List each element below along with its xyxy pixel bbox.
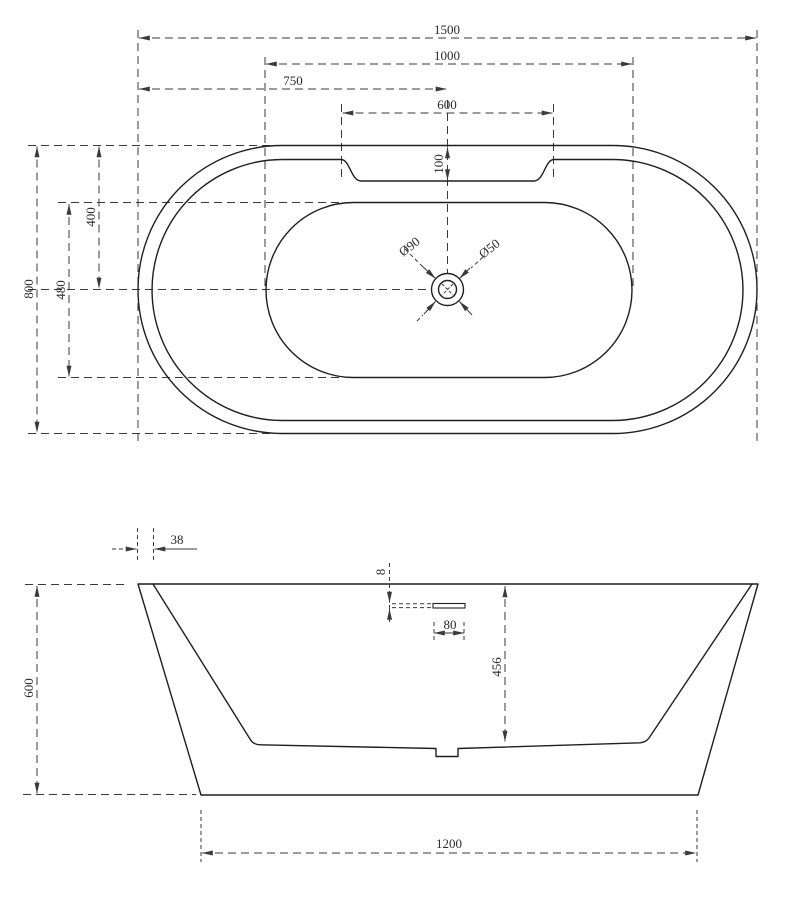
dim-overflow-slot-height — [373, 563, 431, 622]
dim-recess-length — [343, 97, 553, 113]
dim-center-width-offset — [83, 147, 99, 289]
dim-label: Ø50 — [475, 235, 503, 262]
dim-recess-depth — [431, 148, 448, 181]
dim-label: 600 — [21, 678, 36, 698]
dim-label: 1500 — [434, 22, 460, 37]
dim-label: 456 — [489, 657, 504, 677]
dim-overall-length — [139, 22, 756, 38]
dim-basin-length — [266, 48, 632, 64]
front-view-outline — [138, 584, 758, 795]
dim-label: 8 — [373, 568, 388, 576]
dim-overall-width — [21, 147, 37, 433]
tub-outer-profile — [138, 584, 758, 795]
dim-drain-center-offset — [139, 73, 447, 89]
dim-label: 480 — [53, 280, 68, 300]
dim-label: 80 — [443, 617, 457, 632]
dim-label: 750 — [283, 73, 303, 88]
leader-arrow-ne — [460, 268, 471, 279]
dim-label: 1000 — [434, 48, 460, 63]
leader-arrow-se — [460, 302, 473, 316]
dim-label: 1200 — [436, 836, 462, 851]
dim-label: 100 — [431, 154, 446, 174]
dim-overflow-slot-width — [434, 617, 464, 640]
leader-arrow-sw — [424, 302, 436, 315]
dim-label: 600 — [437, 97, 457, 112]
leader-tail — [417, 315, 423, 321]
front-view — [21, 528, 758, 862]
dim-label: 800 — [21, 279, 36, 299]
dim-rim-thickness — [112, 528, 197, 561]
tub-inner-profile — [153, 584, 752, 757]
overflow-slot — [433, 604, 465, 609]
dim-base-length — [201, 810, 697, 862]
dim-basin-width — [53, 204, 69, 377]
dim-label: Ø90 — [395, 233, 423, 260]
leader — [471, 257, 483, 268]
top-view — [21, 22, 757, 443]
drain-center-mark — [442, 284, 453, 295]
dim-drain-hole-diameter — [417, 236, 503, 321]
dim-label: 400 — [83, 207, 98, 227]
leader-arrow-nw — [420, 264, 436, 279]
top-view-construction-lines — [28, 30, 757, 443]
dim-label: 38 — [170, 532, 184, 547]
dim-interior-depth — [489, 586, 505, 742]
